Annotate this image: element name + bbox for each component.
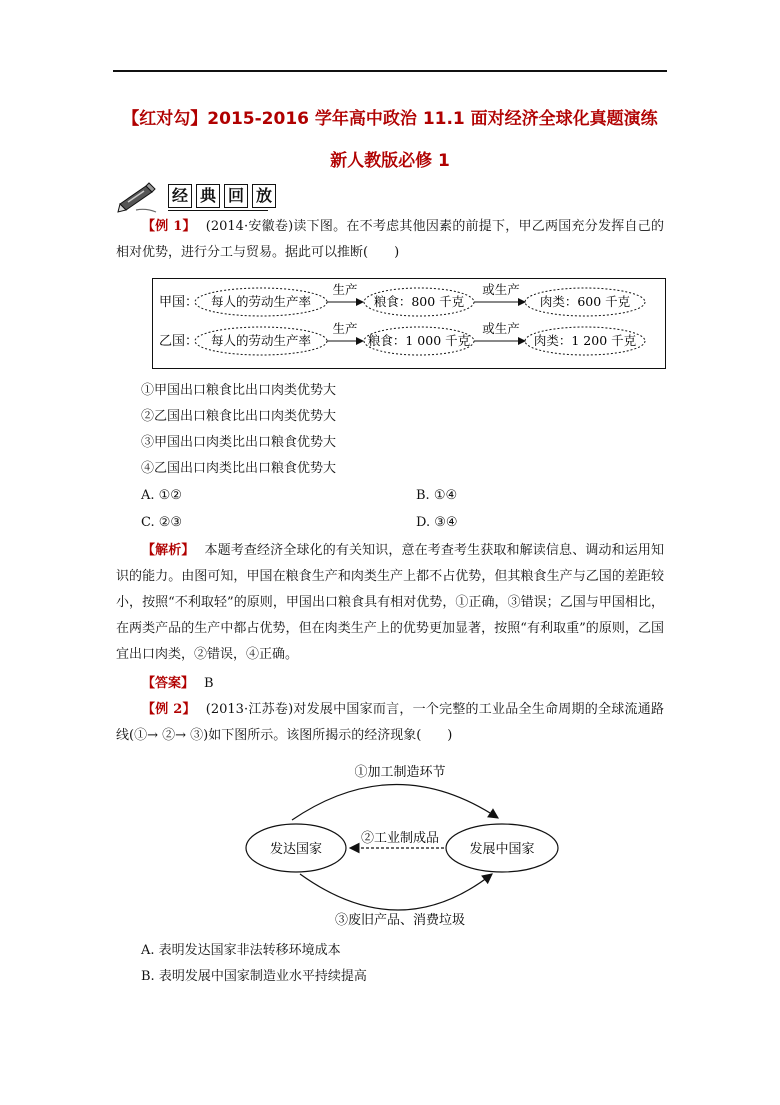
productivity-diagram	[152, 278, 666, 369]
example-1-text: (2014·安徽卷)读下图。在不考虑其他因素的前提下，甲乙两国充分发挥自己的相对优势，进行分工与贸易。据此可以推断( )	[116, 219, 664, 260]
country-yi-label: 乙国：	[159, 334, 199, 349]
productivity-text: 每人的劳动生产率	[210, 294, 312, 309]
developing-country-label: 发展中国家	[469, 842, 535, 857]
developed-country-label: 发达国家	[269, 842, 323, 857]
example-1-analysis	[116, 538, 664, 668]
top-rule	[113, 70, 667, 72]
jia-meat: 肉类：600 千克	[539, 294, 631, 309]
option-c: C. ②③	[141, 515, 183, 530]
example-2-label: 【例 2】	[142, 702, 196, 717]
option-d: D. ③④	[416, 515, 458, 530]
section-char: 回	[224, 184, 248, 208]
answer-label: 【答案】	[142, 676, 195, 691]
produce-label: 生产	[332, 282, 358, 297]
ex2-option-b: B. 表明发展中国家制造业水平持续提高	[141, 969, 367, 984]
section-char: 典	[196, 184, 220, 208]
statement-3: ③甲国出口肉类比出口粮食优势大	[141, 435, 337, 450]
produce-label: 生产	[332, 321, 358, 336]
step-2-label: ②工业制成品	[360, 831, 440, 846]
statement-2: ②乙国出口粮食比出口肉类优势大	[141, 409, 337, 424]
page-title: 【红对勾】2015-2016 学年高中政治 11.1 面对经济全球化真题演练	[122, 109, 658, 129]
ex2-option-a: A. 表明发达国家非法转移环境成本	[141, 943, 341, 958]
page-subtitle: 新人教版必修 1	[330, 151, 450, 171]
example-1-answer	[116, 671, 664, 697]
jia-grain: 粮食：800 千克	[373, 294, 465, 309]
section-char: 放	[252, 184, 276, 208]
productivity-text: 每人的劳动生产率	[210, 333, 312, 348]
or-produce-label: 或生产	[482, 282, 520, 297]
analysis-label: 【解析】	[142, 543, 195, 558]
example-1-question	[116, 214, 664, 266]
step-1-label: ①加工制造环节	[354, 765, 446, 780]
example-2-question	[116, 697, 664, 749]
circulation-diagram	[240, 760, 570, 936]
answer-value: B	[204, 676, 214, 691]
arrow-step-3	[300, 874, 492, 910]
option-b: B. ①④	[416, 488, 458, 503]
example-2-text: (2013·江苏卷)对发展中国家而言，一个完整的工业品全生命周期的全球流通路线(①→ ②→ ③)如下图所示。该图所揭示的经济现象( )	[116, 702, 664, 743]
statement-4: ④乙国出口肉类比出口粮食优势大	[141, 461, 337, 476]
section-underline	[168, 210, 268, 211]
or-produce-label: 或生产	[482, 321, 520, 336]
arrow-step-1	[292, 784, 498, 820]
yi-grain: 粮食：1 000 千克	[367, 333, 471, 348]
option-a: A. ①②	[141, 488, 182, 503]
section-char: 经	[168, 184, 192, 208]
yi-meat: 肉类：1 200 千克	[533, 333, 637, 348]
statement-1: ①甲国出口粮食比出口肉类优势大	[141, 383, 337, 398]
analysis-text: 本题考查经济全球化的有关知识，意在考查考生获取和解读信息、调动和运用知识的能力。由图可知，甲国在粮食生产和肉类生产上都不占优势，但其粮食生产与乙国的差距较小，按照“不利取轻”的原则，甲国出口粮食具有相对优势，①正确，③错误；乙国与甲国相比，在两类产品的生产中都占优势，但在肉类生产上的优势更加显著，按照“有利取重”的原则，乙国宜出口肉类，②错误，④正确。	[116, 543, 664, 662]
step-3-label: ③废旧产品、消费垃圾	[334, 913, 466, 928]
productivity-diagram-svg	[153, 279, 665, 368]
pencil-icon	[116, 180, 162, 214]
country-jia-label: 甲国：	[159, 295, 199, 310]
example-1-label: 【例 1】	[142, 219, 196, 234]
